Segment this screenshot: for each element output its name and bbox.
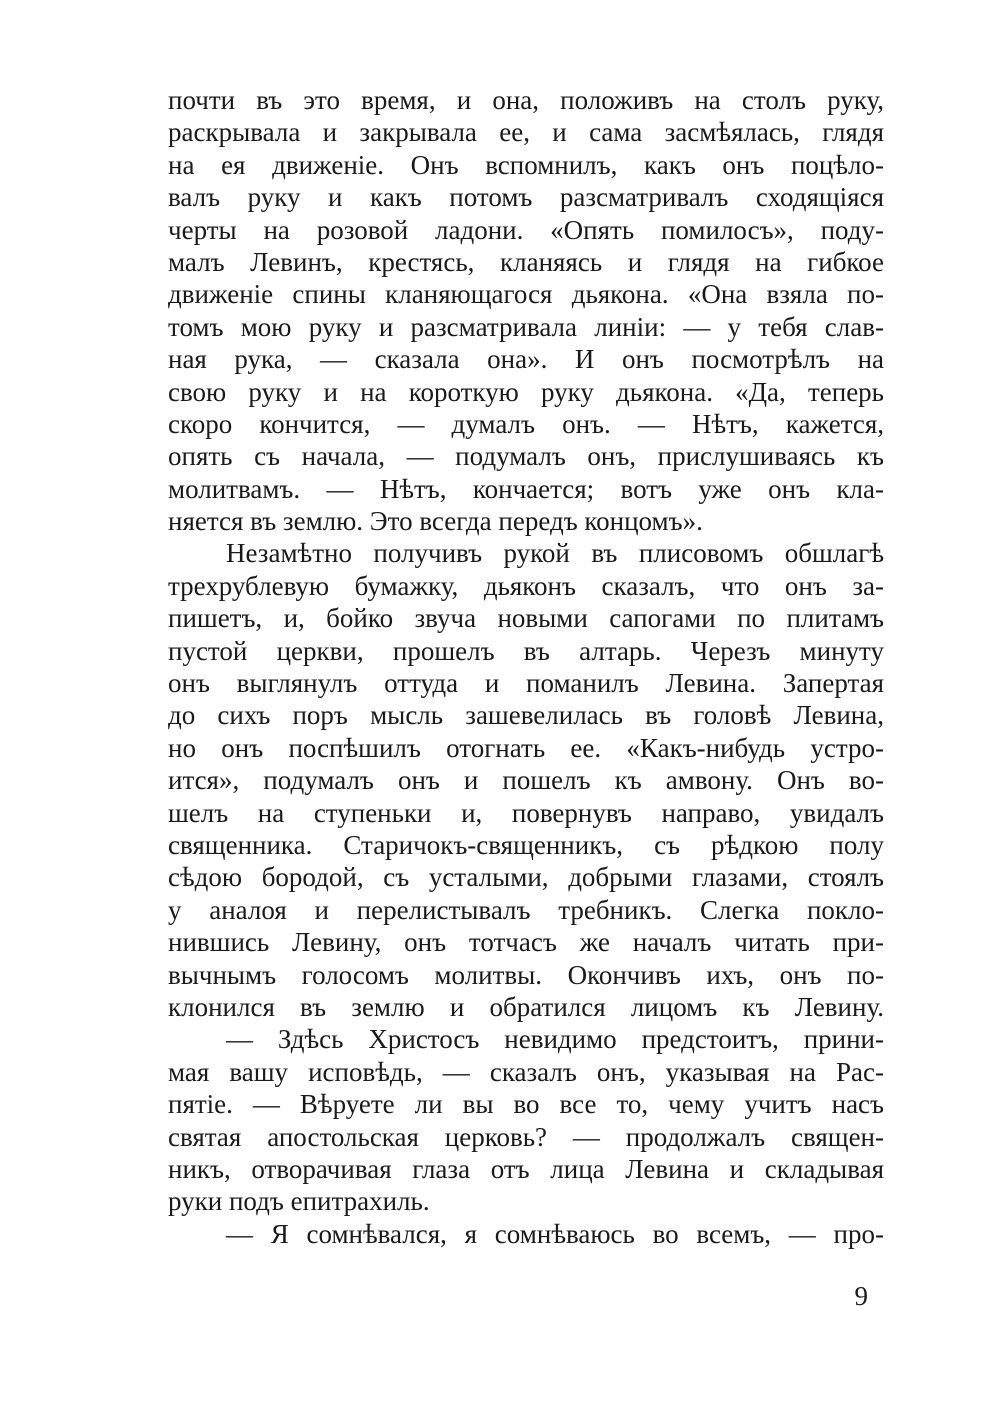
text-line: священника. Старичокъ-священникъ, съ рѣдкою полу bbox=[168, 829, 884, 860]
text-line: трехрублевую бумажку, дьяконъ сказалъ, что онъ за- bbox=[168, 570, 884, 601]
text-line: пустой церкви, прошелъ въ алтарь. Черезъ минуту bbox=[168, 635, 884, 666]
text-line: вычнымъ голосомъ молитвы. Окончивъ ихъ, онъ по- bbox=[168, 959, 884, 990]
text-line: пишетъ, и, бойко звуча новыми сапогами по плитамъ bbox=[168, 603, 884, 634]
text-line: Незамѣтно получивъ рукой въ плисовомъ обшлагѣ bbox=[226, 538, 884, 569]
text-line: опять съ начала, — подумалъ онъ, прислушиваясь къ bbox=[168, 441, 884, 472]
body-text bbox=[168, 84, 884, 1250]
text-line: онъ выглянулъ оттуда и поманилъ Левина. Запертая bbox=[168, 668, 884, 699]
text-line: почти въ это время, и она, положивъ на столъ руку, bbox=[168, 85, 884, 115]
text-line: мая вашу исповѣдь, — сказалъ онъ, указывая на Рас- bbox=[168, 1056, 884, 1087]
text-line: святая апостольская церковь? — продолжалъ священ- bbox=[168, 1121, 884, 1152]
text-line: руки подъ епитрахиль. bbox=[168, 1186, 430, 1217]
text-line: раскрывала и закрывала ее, и сама засмѣялась, глядя bbox=[168, 117, 884, 148]
text-line: скоро кончится, — думалъ онъ. — Нѣтъ, кажется, bbox=[168, 408, 884, 439]
text-line: клонился въ землю и обратился лицомъ къ Левину. bbox=[168, 991, 884, 1022]
text-line: — Я сомнѣвался, я сомнѣваюсь во всемъ, — про- bbox=[226, 1218, 884, 1249]
text-line: няется въ землю. Это всегда передъ концомъ». bbox=[168, 506, 703, 537]
text-line: ится», подумалъ онъ и пошелъ къ амвону. Онъ во- bbox=[168, 765, 884, 796]
text-line: молитвамъ. — Нѣтъ, кончается; вотъ уже онъ кла- bbox=[168, 473, 884, 504]
text-line: томъ мою руку и разсматривала линіи: — у тебя слав- bbox=[168, 311, 884, 342]
text-line: до сихъ поръ мысль зашевелилась въ головѣ Левина, bbox=[168, 700, 884, 731]
text-line: — Здѣсь Христосъ невидимо предстоитъ, прини- bbox=[226, 1024, 884, 1055]
text-line: у аналоя и перелистывалъ требникъ. Слегка покло- bbox=[168, 894, 884, 925]
text-line: свою руку и на короткую руку дьякона. «Да, теперь bbox=[168, 376, 884, 407]
text-line: черты на розовой ладони. «Опять помилосъ», поду- bbox=[168, 214, 884, 245]
text-line: шелъ на ступеньки и, повернувъ направо, увидалъ bbox=[168, 797, 884, 828]
text-line: на ея движеніе. Онъ вспомнилъ, какъ онъ поцѣло- bbox=[168, 149, 884, 180]
text-line: ная рука, — сказала она». И онъ посмотрѣлъ на bbox=[168, 344, 884, 375]
text-line: сѣдою бородой, съ усталыми, добрыми глазами, стоялъ bbox=[168, 862, 884, 893]
text-line: валъ руку и какъ потомъ разсматривалъ сходящіяся bbox=[168, 182, 884, 213]
text-line: движеніе спины кланяющагося дьякона. «Она взяла по- bbox=[168, 279, 884, 310]
text-line: нившись Левину, онъ тотчасъ же началъ читать при- bbox=[168, 927, 884, 958]
text-line: малъ Левинъ, крестясь, кланяясь и глядя на гибкое bbox=[168, 246, 884, 277]
text-line: но онъ поспѣшилъ отогнать ее. «Какъ-нибудь устро- bbox=[168, 732, 884, 763]
text-line: пятіе. — Вѣруете ли вы во все то, чему учитъ насъ bbox=[168, 1089, 884, 1120]
text-line: никъ, отворачивая глаза отъ лица Левина и складывая bbox=[168, 1153, 884, 1184]
page-number: 9 bbox=[854, 1281, 868, 1311]
